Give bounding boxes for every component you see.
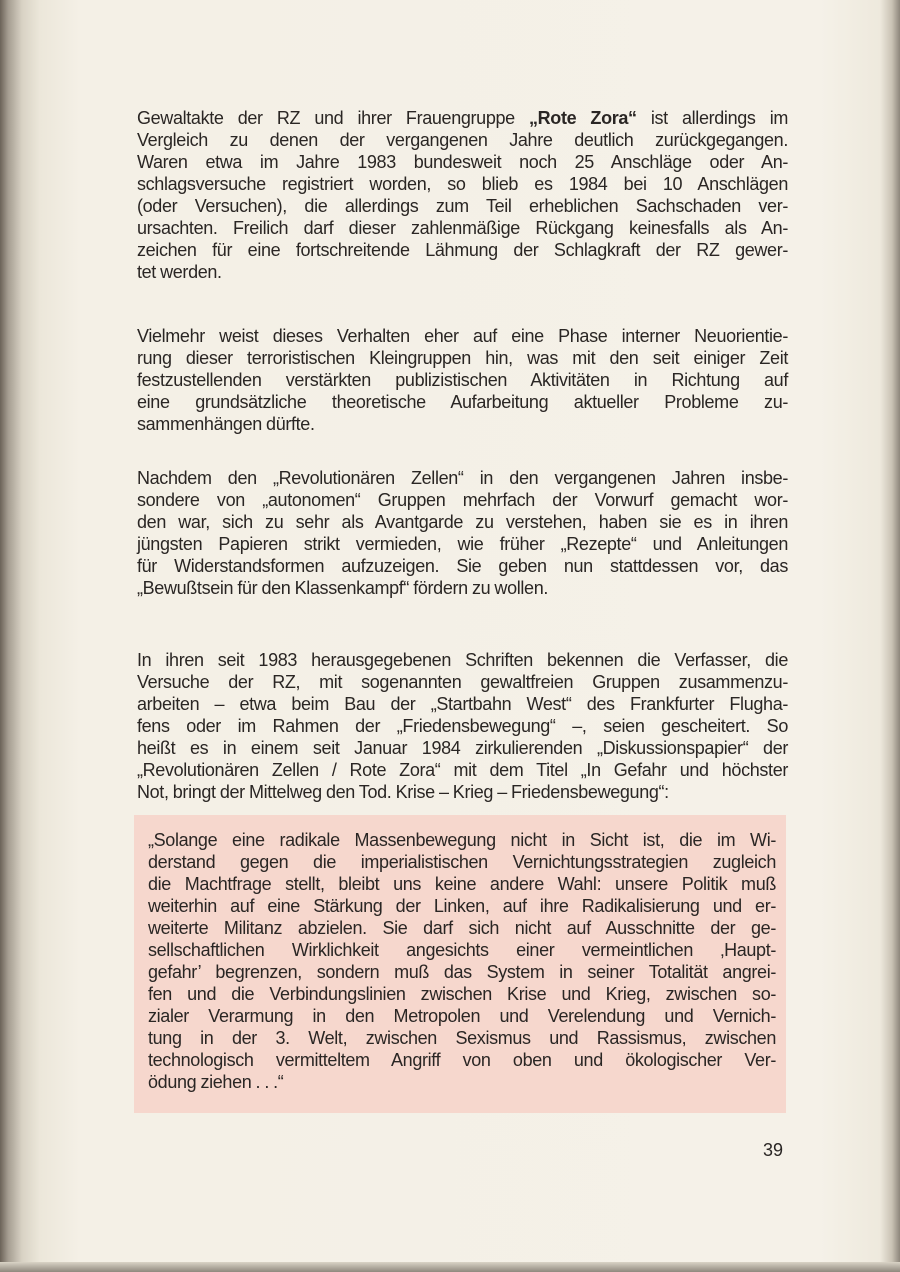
- text-line: (oder Versuchen), die allerdings zum Teil erheblichen Sachschaden ver-: [137, 196, 788, 216]
- text-line: Gewaltakte der RZ und ihrer Frauengruppe „Rote Zora“ ist allerdings im: [137, 108, 789, 128]
- text-line: heißt es in einem seit Januar 1984 zirkulierenden „Diskussionspapier“ der: [137, 738, 788, 758]
- text-line: für Widerstandsformen aufzuzeigen. Sie geben nun stattdessen vor, das: [137, 556, 788, 576]
- text-line: jüngsten Papieren strikt vermieden, wie früher „Rezepte“ und Anleitungen: [137, 534, 788, 554]
- text-line: festzustellenden verstärkten publizistischen Aktivitäten in Richtung auf: [137, 370, 788, 390]
- quote-line: sellschaftlichen Wirklichkeit angesichts einer vermeintlichen ‚Haupt-: [148, 940, 776, 960]
- text-line: Vielmehr weist dieses Verhalten eher auf eine Phase interner Neuorientie-: [137, 326, 788, 346]
- quote-line: gefahr’ begrenzen, sondern muß das System in seiner Totalität angrei-: [148, 962, 776, 982]
- quote-line: tung in der 3. Welt, zwischen Sexismus und Rassismus, zwischen: [148, 1028, 776, 1048]
- text-line: „Bewußtsein für den Klassenkampf“ fördern zu wollen.: [137, 578, 549, 598]
- text-line: rung dieser terroristischen Kleingruppen hin, was mit den seit einiger Zeit: [137, 348, 788, 368]
- quote-line: „Solange eine radikale Massenbewegung nicht in Sicht ist, die im Wi-: [148, 830, 776, 850]
- text-line: In ihren seit 1983 herausgegebenen Schriften bekennen die Verfasser, die: [137, 650, 788, 670]
- text-line: Nachdem den „Revolutionären Zellen“ in den vergangenen Jahren insbe-: [137, 468, 788, 488]
- text-line: fens oder im Rahmen der „Friedensbewegung“ –, seien gescheitert. So: [137, 716, 788, 736]
- quote-line: die Machtfrage stellt, bleibt uns keine andere Wahl: unsere Politik muß: [148, 874, 776, 894]
- text-line: den war, sich zu sehr als Avantgarde zu verstehen, haben sie es in ihren: [137, 512, 788, 532]
- text-line: eine grundsätzliche theoretische Aufarbeitung aktueller Probleme zu-: [137, 392, 788, 412]
- text-line: Waren etwa im Jahre 1983 bundesweit noch 25 Anschläge oder An-: [137, 152, 788, 172]
- bold-group-name: „Rote Zora“: [529, 108, 637, 128]
- quote-line: fen und die Verbindungslinien zwischen Krise und Krieg, zwischen so-: [148, 984, 776, 1004]
- text-line: zeichen für eine fortschreitende Lähmung der Schlagkraft der RZ gewer-: [137, 240, 788, 260]
- paragraph-2: [137, 325, 788, 435]
- text-line: Versuche der RZ, mit sogenannten gewaltfreien Gruppen zusammenzu-: [137, 672, 788, 692]
- quote-line: weiterhin auf eine Stärkung der Linken, auf ihre Radikalisierung und er-: [148, 896, 776, 916]
- text-line: ursachten. Freilich darf dieser zahlenmäßige Rückgang keinesfalls als An-: [137, 218, 788, 238]
- paragraph-3: [137, 467, 788, 599]
- block-quote: [148, 829, 776, 1093]
- page-number: 39: [763, 1140, 784, 1160]
- quote-line: ödung ziehen . . .“: [148, 1072, 284, 1092]
- text-line: Not, bringt der Mittelweg den Tod. Krise – Krieg – Friedensbewegung“:: [137, 782, 669, 802]
- quote-line: weiterte Militanz abzielen. Sie darf sich nicht auf Ausschnitte der ge-: [148, 918, 776, 938]
- quote-line: zialer Verarmung in den Metropolen und Verelendung und Vernich-: [148, 1006, 776, 1026]
- text-line: sondere von „autonomen“ Gruppen mehrfach der Vorwurf gemacht wor-: [137, 490, 788, 510]
- text-line: arbeiten – etwa beim Bau der „Startbahn West“ des Frankfurter Flugha-: [137, 694, 788, 714]
- quote-line: derstand gegen die imperialistischen Vernichtungsstrategien zugleich: [148, 852, 776, 872]
- text-line: sammenhängen dürfte.: [137, 414, 315, 434]
- page-bottom-edge: [0, 1262, 900, 1272]
- text-line: Vergleich zu denen der vergangenen Jahre deutlich zurückgegangen.: [137, 130, 788, 150]
- text-line: schlagsversuche registriert worden, so blieb es 1984 bei 10 Anschlägen: [137, 174, 788, 194]
- quote-line: technologisch vermitteltem Angriff von oben und ökologischer Ver-: [148, 1050, 776, 1070]
- paragraph-1: [137, 107, 788, 283]
- paragraph-4: [137, 649, 788, 803]
- text-line: tet werden.: [137, 262, 222, 282]
- text-line: „Revolutionären Zellen / Rote Zora“ mit dem Titel „In Gefahr und höchster: [137, 760, 788, 780]
